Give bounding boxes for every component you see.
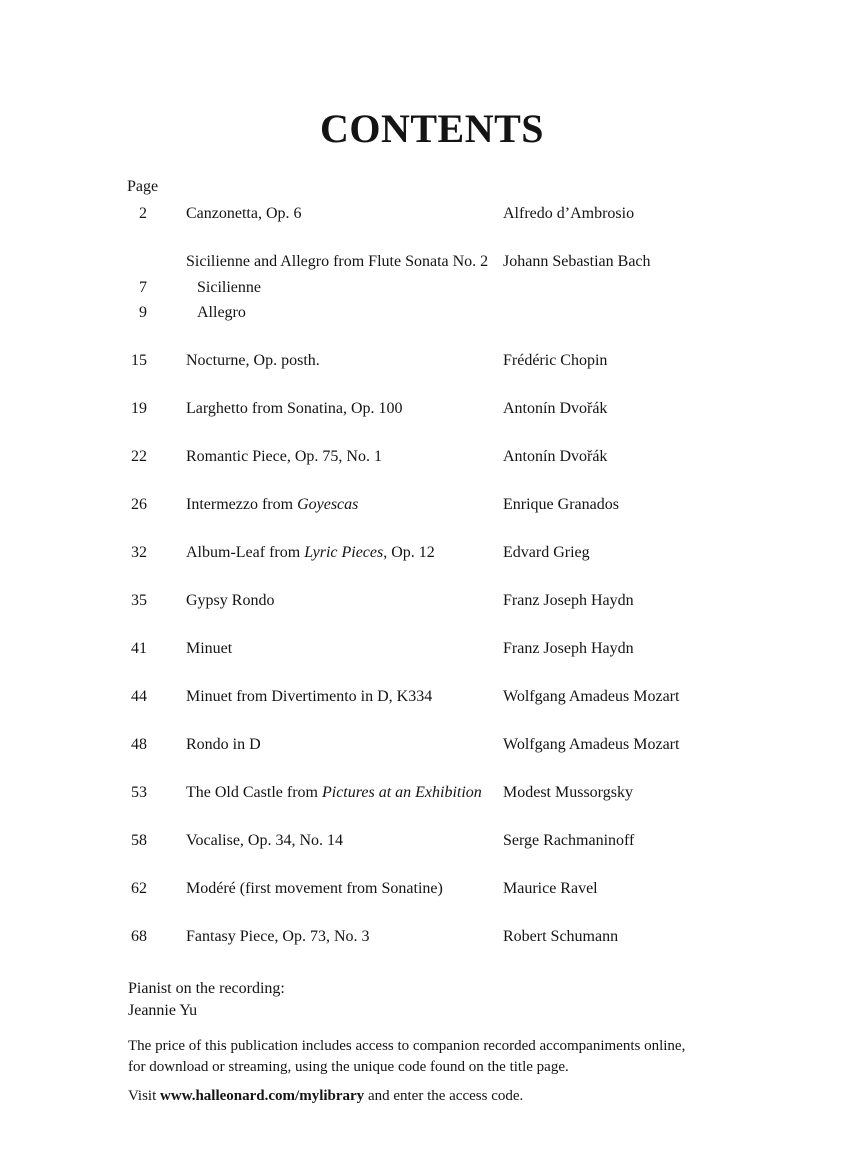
toc-title <box>186 399 403 419</box>
toc-title-text: Album-Leaf from <box>186 544 305 561</box>
toc-title <box>186 351 320 371</box>
toc-row <box>0 735 864 755</box>
toc-row <box>0 687 864 707</box>
toc-title <box>186 783 482 803</box>
toc-page-number: 9 <box>139 304 147 321</box>
access-notice-line2: for download or streaming, using the unique code found on the title page. <box>128 1059 569 1075</box>
toc-page-number: 68 <box>131 928 147 945</box>
toc-page-number: 2 <box>139 205 147 222</box>
pianist-name: Jeannie Yu <box>128 1002 198 1019</box>
toc-page-number: 35 <box>131 592 147 609</box>
toc-composer: Enrique Granados <box>503 496 619 513</box>
toc-page-number: 62 <box>131 880 147 897</box>
toc-page-number: 44 <box>131 688 147 705</box>
toc-title-text: Larghetto from Sonatina, Op. 100 <box>186 400 403 417</box>
toc-title-text: Vocalise, Op. 34, No. 14 <box>186 832 344 849</box>
toc-title <box>186 879 443 899</box>
toc-title-italic: Lyric Pieces <box>304 544 384 561</box>
toc-row <box>0 447 864 467</box>
toc-title-text: Nocturne, Op. posth. <box>186 352 320 369</box>
toc-title <box>186 495 358 515</box>
toc-page-number: 15 <box>131 352 147 369</box>
toc-page-number: 7 <box>139 279 147 296</box>
toc-composer: Modest Mussorgsky <box>503 784 633 801</box>
toc-page-number: 32 <box>131 544 147 561</box>
toc-row-group-header <box>0 252 864 272</box>
toc-page-number: 58 <box>131 832 147 849</box>
toc-composer: Franz Joseph Haydn <box>503 640 634 657</box>
toc-title <box>186 639 232 659</box>
toc-composer: Robert Schumann <box>503 928 619 945</box>
page-title: CONTENTS <box>319 106 545 151</box>
toc-composer: Serge Rachmaninoff <box>503 832 635 849</box>
toc-title <box>197 278 261 298</box>
toc-title-italic: Goyescas <box>297 496 359 513</box>
visit-line <box>128 1086 523 1107</box>
toc-title <box>186 687 432 707</box>
toc-title <box>197 303 246 323</box>
toc-title-text: Sicilienne and Allegro from Flute Sonata No. 2 <box>186 253 489 270</box>
toc-composer: Franz Joseph Haydn <box>503 592 634 609</box>
toc-composer: Johann Sebastian Bach <box>503 253 651 270</box>
access-notice-line1: The price of this publication includes access to companion recorded accompaniments online, <box>128 1038 686 1054</box>
toc-title-text: Gypsy Rondo <box>186 592 275 609</box>
toc-composer: Antonín Dvořák <box>503 448 608 465</box>
toc-title-text: Modéré (first movement from Sonatine) <box>186 880 443 897</box>
toc-title-text: Minuet <box>186 640 233 657</box>
toc-page-number: 53 <box>131 784 147 801</box>
pianist-label: Pianist on the recording: <box>128 980 285 997</box>
toc-title <box>186 591 274 611</box>
toc-row <box>0 879 864 899</box>
toc-row <box>0 351 864 371</box>
toc-title-text: Allegro <box>197 304 246 321</box>
toc-row <box>0 783 864 803</box>
page-column-label: Page <box>127 178 159 195</box>
toc-row <box>0 831 864 851</box>
toc-page-number: 41 <box>131 640 147 657</box>
toc-title <box>186 543 435 563</box>
toc-row <box>0 639 864 659</box>
toc-title-text: Intermezzo from <box>186 496 298 513</box>
toc-page-number: 19 <box>131 400 147 417</box>
toc-row <box>0 204 864 224</box>
toc-row-sub <box>0 303 864 323</box>
toc-composer: Maurice Ravel <box>503 880 598 897</box>
toc-title <box>186 831 343 851</box>
visit-url: www.halleonard.com/mylibrary <box>160 1088 365 1104</box>
toc-row <box>0 495 864 515</box>
toc-title <box>186 447 382 467</box>
toc-composer: Wolfgang Amadeus Mozart <box>503 736 680 753</box>
toc-title-text: Sicilienne <box>197 279 261 296</box>
toc-title-text: Romantic Piece, Op. 75, No. 1 <box>186 448 382 465</box>
toc-composer: Frédéric Chopin <box>503 352 608 369</box>
access-notice <box>128 1036 685 1078</box>
toc-composer: Alfredo d’Ambrosio <box>503 205 635 222</box>
toc-title <box>186 252 488 272</box>
toc-title-text: Fantasy Piece, Op. 73, No. 3 <box>186 928 370 945</box>
toc-page-number: 26 <box>131 496 147 513</box>
visit-text-post: and enter the access code. <box>364 1088 524 1104</box>
toc-title-text: Rondo in D <box>186 736 261 753</box>
toc-title-text: Canzonetta, Op. 6 <box>186 205 302 222</box>
toc-title-italic: Pictures at an Exhibition <box>321 784 482 801</box>
toc-title-text: The Old Castle from <box>186 784 322 801</box>
toc-row-sub <box>0 278 864 298</box>
toc-row <box>0 399 864 419</box>
toc-row <box>0 927 864 947</box>
toc-row <box>0 543 864 563</box>
visit-text-pre: Visit <box>128 1088 161 1104</box>
toc-composer: Edvard Grieg <box>503 544 590 561</box>
toc-title <box>186 735 261 755</box>
toc-title <box>186 204 302 224</box>
toc-title-text-post: , Op. 12 <box>383 544 435 561</box>
toc-page-number: 48 <box>131 736 147 753</box>
toc-title-text: Minuet from Divertimento in D, K334 <box>186 688 433 705</box>
toc-composer: Antonín Dvořák <box>503 400 608 417</box>
toc-page-number: 22 <box>131 448 147 465</box>
toc-row <box>0 591 864 611</box>
toc-title <box>186 927 370 947</box>
toc-composer: Wolfgang Amadeus Mozart <box>503 688 680 705</box>
